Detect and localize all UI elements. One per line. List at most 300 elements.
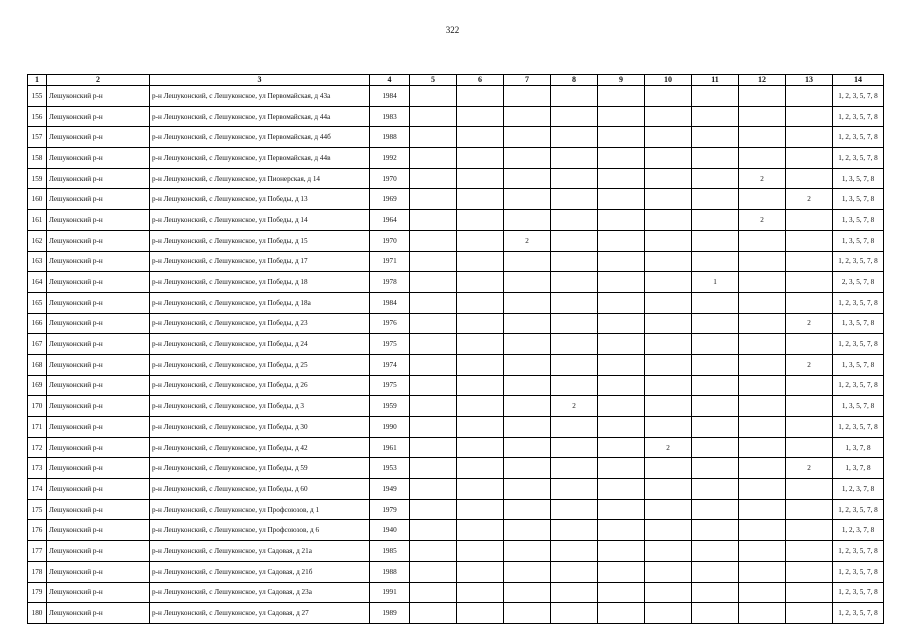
col6-cell (457, 106, 504, 127)
col5-cell (410, 189, 457, 210)
col8-cell (551, 106, 598, 127)
col9-cell (598, 272, 645, 293)
col12-cell (739, 396, 786, 417)
district-cell: Лешуконский р-н (47, 603, 150, 624)
col14-cell: 1, 2, 3, 5, 7, 8 (833, 251, 884, 272)
col13-cell: 2 (786, 189, 833, 210)
col10-cell (645, 561, 692, 582)
column-header: 1 (28, 75, 47, 86)
table-row (28, 189, 884, 210)
col11-cell (692, 479, 739, 500)
col8-cell (551, 417, 598, 438)
year-cell: 1964 (370, 210, 410, 231)
col7-cell (504, 272, 551, 293)
year-cell: 1984 (370, 292, 410, 313)
col11-cell: 1 (692, 272, 739, 293)
col5-cell (410, 561, 457, 582)
table-row (28, 292, 884, 313)
table-row (28, 168, 884, 189)
year-cell: 1970 (370, 230, 410, 251)
col12-cell (739, 582, 786, 603)
col11-cell (692, 148, 739, 169)
col10-cell (645, 417, 692, 438)
col7-cell (504, 458, 551, 479)
year-cell: 1991 (370, 582, 410, 603)
col5-cell (410, 272, 457, 293)
year-cell: 1979 (370, 499, 410, 520)
row-number-cell: 165 (28, 292, 47, 313)
year-cell: 1961 (370, 437, 410, 458)
table-row (28, 148, 884, 169)
col6-cell (457, 148, 504, 169)
col8-cell (551, 313, 598, 334)
col5-cell (410, 127, 457, 148)
col11-cell (692, 375, 739, 396)
col13-cell (786, 86, 833, 107)
district-cell: Лешуконский р-н (47, 272, 150, 293)
col8-cell (551, 127, 598, 148)
col11-cell (692, 499, 739, 520)
row-number-cell: 161 (28, 210, 47, 231)
year-cell: 1959 (370, 396, 410, 417)
col10-cell (645, 582, 692, 603)
col9-cell (598, 354, 645, 375)
col9-cell (598, 375, 645, 396)
year-cell: 1985 (370, 541, 410, 562)
row-number-cell: 163 (28, 251, 47, 272)
row-number-cell: 157 (28, 127, 47, 148)
col10-cell (645, 86, 692, 107)
table-row (28, 375, 884, 396)
district-cell: Лешуконский р-н (47, 334, 150, 355)
year-cell: 1983 (370, 106, 410, 127)
table-row (28, 313, 884, 334)
address-cell: р-н Лешуконский, с Лешуконское, ул Первомайская, д 44а (150, 106, 370, 127)
year-cell: 1971 (370, 251, 410, 272)
table-row (28, 582, 884, 603)
col12-cell (739, 313, 786, 334)
row-number-cell: 173 (28, 458, 47, 479)
address-cell: р-н Лешуконский, с Лешуконское, ул Пионерская, д 14 (150, 168, 370, 189)
table-row (28, 272, 884, 293)
year-cell: 1953 (370, 458, 410, 479)
row-number-cell: 170 (28, 396, 47, 417)
col7-cell (504, 148, 551, 169)
col7-cell (504, 189, 551, 210)
col10-cell (645, 230, 692, 251)
row-number-cell: 156 (28, 106, 47, 127)
col5-cell (410, 375, 457, 396)
row-number-cell: 160 (28, 189, 47, 210)
col11-cell (692, 230, 739, 251)
col9-cell (598, 334, 645, 355)
col5-cell (410, 148, 457, 169)
address-cell: р-н Лешуконский, с Лешуконское, ул Первомайская, д 43а (150, 86, 370, 107)
address-cell: р-н Лешуконский, с Лешуконское, ул Профсоюзов, д 6 (150, 520, 370, 541)
district-cell: Лешуконский р-н (47, 148, 150, 169)
col9-cell (598, 230, 645, 251)
district-cell: Лешуконский р-н (47, 230, 150, 251)
col10-cell (645, 396, 692, 417)
year-cell: 1969 (370, 189, 410, 210)
col14-cell: 1, 2, 3, 5, 7, 8 (833, 541, 884, 562)
col11-cell (692, 292, 739, 313)
col6-cell (457, 396, 504, 417)
col6-cell (457, 272, 504, 293)
col13-cell (786, 582, 833, 603)
year-cell: 1978 (370, 272, 410, 293)
col7-cell (504, 86, 551, 107)
col5-cell (410, 230, 457, 251)
row-number-cell: 162 (28, 230, 47, 251)
year-cell: 1949 (370, 479, 410, 500)
col7-cell (504, 354, 551, 375)
column-header: 4 (370, 75, 410, 86)
col14-cell: 1, 2, 3, 5, 7, 8 (833, 603, 884, 624)
register-table (27, 74, 884, 624)
year-cell: 1975 (370, 375, 410, 396)
col6-cell (457, 334, 504, 355)
col8-cell (551, 458, 598, 479)
col8-cell (551, 230, 598, 251)
col14-cell: 1, 2, 3, 5, 7, 8 (833, 106, 884, 127)
table-row (28, 251, 884, 272)
col14-cell: 1, 2, 3, 5, 7, 8 (833, 334, 884, 355)
col7-cell (504, 168, 551, 189)
col14-cell: 1, 2, 3, 5, 7, 8 (833, 292, 884, 313)
year-cell: 1975 (370, 334, 410, 355)
col11-cell (692, 334, 739, 355)
col8-cell (551, 375, 598, 396)
col5-cell (410, 582, 457, 603)
col8-cell (551, 334, 598, 355)
col7-cell (504, 396, 551, 417)
col9-cell (598, 396, 645, 417)
district-cell: Лешуконский р-н (47, 86, 150, 107)
col8-cell (551, 210, 598, 231)
row-number-cell: 166 (28, 313, 47, 334)
address-cell: р-н Лешуконский, с Лешуконское, ул Победы, д 14 (150, 210, 370, 231)
address-cell: р-н Лешуконский, с Лешуконское, ул Победы, д 42 (150, 437, 370, 458)
district-cell: Лешуконский р-н (47, 189, 150, 210)
row-number-cell: 175 (28, 499, 47, 520)
col13-cell (786, 292, 833, 313)
col14-cell: 1, 3, 5, 7, 8 (833, 189, 884, 210)
district-cell: Лешуконский р-н (47, 354, 150, 375)
col12-cell (739, 292, 786, 313)
col7-cell: 2 (504, 230, 551, 251)
address-cell: р-н Лешуконский, с Лешуконское, ул Первомайская, д 44в (150, 148, 370, 169)
col8-cell (551, 272, 598, 293)
col13-cell (786, 375, 833, 396)
col12-cell (739, 458, 786, 479)
address-cell: р-н Лешуконский, с Лешуконское, ул Садовая, д 27 (150, 603, 370, 624)
col7-cell (504, 375, 551, 396)
col10-cell (645, 354, 692, 375)
col10-cell (645, 499, 692, 520)
col9-cell (598, 417, 645, 438)
col7-cell (504, 127, 551, 148)
col14-cell: 1, 2, 3, 5, 7, 8 (833, 148, 884, 169)
row-number-cell: 176 (28, 520, 47, 541)
col7-cell (504, 334, 551, 355)
col14-cell: 1, 2, 3, 5, 7, 8 (833, 582, 884, 603)
row-number-cell: 164 (28, 272, 47, 293)
col7-cell (504, 561, 551, 582)
col14-cell: 1, 2, 3, 5, 7, 8 (833, 127, 884, 148)
column-header: 5 (410, 75, 457, 86)
col11-cell (692, 251, 739, 272)
column-header: 11 (692, 75, 739, 86)
col12-cell (739, 230, 786, 251)
district-cell: Лешуконский р-н (47, 168, 150, 189)
col6-cell (457, 86, 504, 107)
col8-cell (551, 520, 598, 541)
col9-cell (598, 437, 645, 458)
column-header: 14 (833, 75, 884, 86)
col12-cell (739, 479, 786, 500)
table-row (28, 479, 884, 500)
col11-cell (692, 561, 739, 582)
col11-cell (692, 437, 739, 458)
col7-cell (504, 603, 551, 624)
col12-cell (739, 354, 786, 375)
address-cell: р-н Лешуконский, с Лешуконское, ул Победы, д 23 (150, 313, 370, 334)
col9-cell (598, 168, 645, 189)
column-header: 7 (504, 75, 551, 86)
col14-cell: 1, 3, 5, 7, 8 (833, 168, 884, 189)
column-header: 9 (598, 75, 645, 86)
col6-cell (457, 479, 504, 500)
col12-cell (739, 603, 786, 624)
col10-cell (645, 106, 692, 127)
column-header: 3 (150, 75, 370, 86)
col7-cell (504, 417, 551, 438)
table-row (28, 499, 884, 520)
col5-cell (410, 541, 457, 562)
row-number-cell: 179 (28, 582, 47, 603)
year-cell: 1988 (370, 561, 410, 582)
col11-cell (692, 603, 739, 624)
district-cell: Лешуконский р-н (47, 561, 150, 582)
col9-cell (598, 458, 645, 479)
row-number-cell: 167 (28, 334, 47, 355)
col9-cell (598, 189, 645, 210)
col8-cell (551, 499, 598, 520)
address-cell: р-н Лешуконский, с Лешуконское, ул Садовая, д 21а (150, 541, 370, 562)
col14-cell: 1, 2, 3, 5, 7, 8 (833, 561, 884, 582)
col5-cell (410, 479, 457, 500)
table-row (28, 437, 884, 458)
district-cell: Лешуконский р-н (47, 582, 150, 603)
year-cell: 1992 (370, 148, 410, 169)
col9-cell (598, 251, 645, 272)
col12-cell (739, 334, 786, 355)
col8-cell (551, 479, 598, 500)
col13-cell (786, 603, 833, 624)
col5-cell (410, 417, 457, 438)
district-cell: Лешуконский р-н (47, 292, 150, 313)
address-cell: р-н Лешуконский, с Лешуконское, ул Победы, д 30 (150, 417, 370, 438)
col7-cell (504, 479, 551, 500)
col6-cell (457, 561, 504, 582)
col5-cell (410, 458, 457, 479)
col10-cell (645, 189, 692, 210)
col10-cell (645, 334, 692, 355)
col6-cell (457, 189, 504, 210)
col11-cell (692, 458, 739, 479)
col12-cell (739, 375, 786, 396)
row-number-cell: 171 (28, 417, 47, 438)
col6-cell (457, 520, 504, 541)
address-cell: р-н Лешуконский, с Лешуконское, ул Профсоюзов, д 1 (150, 499, 370, 520)
year-cell: 1940 (370, 520, 410, 541)
table-row (28, 106, 884, 127)
col11-cell (692, 417, 739, 438)
row-number-cell: 174 (28, 479, 47, 500)
col10-cell (645, 479, 692, 500)
column-header: 12 (739, 75, 786, 86)
col13-cell (786, 561, 833, 582)
col13-cell (786, 230, 833, 251)
table-row (28, 541, 884, 562)
col12-cell (739, 417, 786, 438)
col14-cell: 1, 3, 7, 8 (833, 458, 884, 479)
col6-cell (457, 313, 504, 334)
district-cell: Лешуконский р-н (47, 106, 150, 127)
col5-cell (410, 437, 457, 458)
col14-cell: 1, 2, 3, 5, 7, 8 (833, 417, 884, 438)
col13-cell (786, 437, 833, 458)
col11-cell (692, 106, 739, 127)
col8-cell (551, 437, 598, 458)
col7-cell (504, 437, 551, 458)
district-cell: Лешуконский р-н (47, 458, 150, 479)
col13-cell (786, 541, 833, 562)
address-cell: р-н Лешуконский, с Лешуконское, ул Победы, д 18а (150, 292, 370, 313)
col11-cell (692, 86, 739, 107)
district-cell: Лешуконский р-н (47, 437, 150, 458)
col12-cell (739, 127, 786, 148)
col10-cell (645, 520, 692, 541)
col6-cell (457, 210, 504, 231)
row-number-cell: 159 (28, 168, 47, 189)
col11-cell (692, 168, 739, 189)
table-row (28, 86, 884, 107)
col5-cell (410, 499, 457, 520)
col5-cell (410, 334, 457, 355)
col8-cell (551, 603, 598, 624)
col13-cell (786, 251, 833, 272)
row-number-cell: 158 (28, 148, 47, 169)
address-cell: р-н Лешуконский, с Лешуконское, ул Победы, д 18 (150, 272, 370, 293)
col14-cell: 1, 2, 3, 5, 7, 8 (833, 375, 884, 396)
table-row (28, 396, 884, 417)
col12-cell (739, 148, 786, 169)
district-cell: Лешуконский р-н (47, 479, 150, 500)
col5-cell (410, 520, 457, 541)
col12-cell: 2 (739, 168, 786, 189)
col9-cell (598, 582, 645, 603)
col12-cell (739, 520, 786, 541)
col13-cell (786, 272, 833, 293)
col5-cell (410, 603, 457, 624)
table-row (28, 603, 884, 624)
col6-cell (457, 375, 504, 396)
col13-cell (786, 168, 833, 189)
address-cell: р-н Лешуконский, с Лешуконское, ул Победы, д 17 (150, 251, 370, 272)
col10-cell (645, 210, 692, 231)
col8-cell (551, 582, 598, 603)
table-row (28, 230, 884, 251)
col8-cell (551, 561, 598, 582)
table-row (28, 417, 884, 438)
col12-cell (739, 541, 786, 562)
address-cell: р-н Лешуконский, с Лешуконское, ул Садовая, д 23а (150, 582, 370, 603)
col10-cell (645, 127, 692, 148)
column-header: 6 (457, 75, 504, 86)
col5-cell (410, 292, 457, 313)
col10-cell (645, 603, 692, 624)
col6-cell (457, 499, 504, 520)
col10-cell (645, 375, 692, 396)
col13-cell (786, 417, 833, 438)
col14-cell: 1, 3, 5, 7, 8 (833, 313, 884, 334)
table-row (28, 520, 884, 541)
col11-cell (692, 127, 739, 148)
column-header: 10 (645, 75, 692, 86)
col10-cell: 2 (645, 437, 692, 458)
address-cell: р-н Лешуконский, с Лешуконское, ул Победы, д 60 (150, 479, 370, 500)
district-cell: Лешуконский р-н (47, 520, 150, 541)
col5-cell (410, 210, 457, 231)
col13-cell: 2 (786, 354, 833, 375)
col12-cell (739, 86, 786, 107)
col12-cell (739, 272, 786, 293)
address-cell: р-н Лешуконский, с Лешуконское, ул Победы, д 15 (150, 230, 370, 251)
col5-cell (410, 106, 457, 127)
year-cell: 1976 (370, 313, 410, 334)
col6-cell (457, 417, 504, 438)
col6-cell (457, 354, 504, 375)
col10-cell (645, 313, 692, 334)
district-cell: Лешуконский р-н (47, 210, 150, 231)
address-cell: р-н Лешуконский, с Лешуконское, ул Победы, д 59 (150, 458, 370, 479)
col14-cell: 1, 2, 3, 7, 8 (833, 479, 884, 500)
col8-cell (551, 148, 598, 169)
col8-cell (551, 541, 598, 562)
col14-cell: 1, 3, 5, 7, 8 (833, 210, 884, 231)
page-number: 322 (445, 25, 460, 35)
column-header: 8 (551, 75, 598, 86)
col10-cell (645, 251, 692, 272)
col11-cell (692, 520, 739, 541)
address-cell: р-н Лешуконский, с Лешуконское, ул Победы, д 24 (150, 334, 370, 355)
col5-cell (410, 354, 457, 375)
col13-cell (786, 210, 833, 231)
col9-cell (598, 479, 645, 500)
column-header: 2 (47, 75, 150, 86)
col5-cell (410, 396, 457, 417)
col14-cell: 1, 3, 5, 7, 8 (833, 230, 884, 251)
col12-cell (739, 251, 786, 272)
col5-cell (410, 168, 457, 189)
col8-cell (551, 189, 598, 210)
col6-cell (457, 458, 504, 479)
district-cell: Лешуконский р-н (47, 313, 150, 334)
col10-cell (645, 148, 692, 169)
col7-cell (504, 582, 551, 603)
